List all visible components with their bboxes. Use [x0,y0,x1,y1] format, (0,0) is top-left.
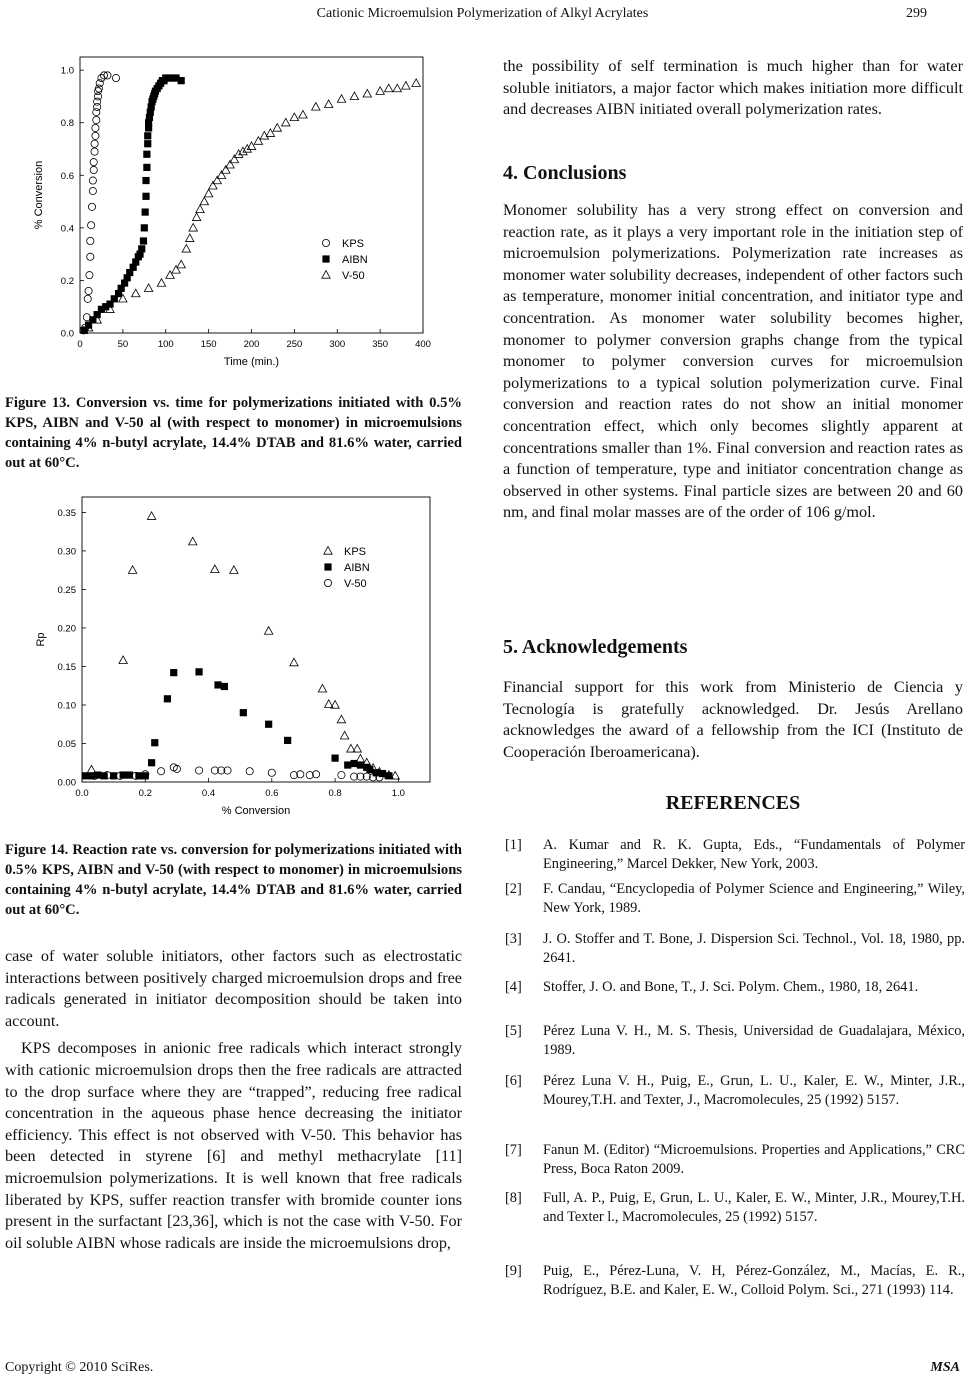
data-point-v-50 [312,103,320,111]
data-point-v-50 [157,768,164,775]
x-tick-label: 200 [243,339,260,350]
reference-item [505,836,965,873]
figure-13-caption: Figure 13. Conversion vs. time for polymerizations initiated with 0.5% KPS, AIBN and V-50 al (with respect to monomer) in microemulsions containing 4% n-butyl acrylate, 14.4% DTAB and 81.6% water, carried out at 60°C. [5,395,462,471]
y-axis-label: Rp [35,632,47,647]
legend-label: V-50 [344,578,367,590]
data-point-v-50 [189,223,197,231]
data-point-kps [112,74,119,81]
reference-number: [3] [505,931,522,947]
x-tick-label: 300 [329,339,346,350]
left-column-text [5,946,462,1254]
data-point-v-50 [282,118,290,126]
y-tick-label: 0.05 [57,738,76,750]
reference-item [505,1022,965,1059]
data-point-v-50 [239,147,247,155]
data-point-kps [340,731,348,739]
data-point-aibn [143,164,150,171]
data-point-v-50 [246,768,253,775]
data-point-aibn [148,759,155,766]
legend-label: V-50 [342,270,365,282]
data-point-kps [92,132,99,139]
y-tick-label: 1.0 [60,65,74,77]
data-point-aibn [284,737,291,744]
data-point-kps [85,287,92,294]
data-point-kps [89,187,96,194]
x-axis-label: Time (min.) [223,356,280,368]
data-point-aibn [344,761,351,768]
data-point-kps [88,222,95,229]
data-point-kps [91,140,98,147]
data-point-kps [89,177,96,184]
data-point-kps [87,253,94,260]
y-tick-label: 0.30 [57,546,76,558]
data-point-v-50 [226,160,234,168]
x-tick-label: 350 [372,339,389,350]
x-tick-label: 0.4 [201,788,216,799]
data-point-v-50 [192,213,200,221]
paragraph: case of water soluble initiators, other factors such as electrostatic interactions between positively charged microemulsion drops and free radicals generated in initiator decomposition should be taken into account. [5,947,462,1030]
x-tick-label: 0.2 [138,788,152,799]
reference-text: Puig, E., Pérez-Luna, V. H, Pérez-González, M., Macías, E. R., Rodríguez, B.E. and Kaler, E. W., Colloid Polym. Sci., 271 (1993) 114. [543,1263,965,1298]
data-point-v-50 [157,279,165,287]
data-point-aibn [144,132,151,139]
figure-13-chart [30,55,440,380]
data-point-aibn [151,739,158,746]
data-point-aibn [350,760,357,767]
legend-label: AIBN [344,562,370,574]
reference-item [505,1141,965,1178]
data-point-v-50 [363,89,371,97]
data-point-kps [90,159,97,166]
data-point-kps [87,237,94,244]
data-point-aibn [178,77,185,84]
data-point-aibn [221,683,228,690]
data-point-kps [92,124,99,131]
data-point-aibn [144,140,151,147]
data-point-v-50 [230,155,238,163]
data-point-kps [230,566,238,574]
y-tick-label: 0.10 [57,700,76,712]
data-point-v-50 [204,189,212,197]
y-tick-label: 0.20 [57,623,76,635]
y-tick-label: 0.35 [57,507,76,519]
data-point-kps [337,715,345,723]
data-point-v-50 [299,110,307,118]
data-point-v-50 [385,84,393,92]
reference-item [505,1262,965,1299]
data-point-aibn [170,669,177,676]
y-tick-label: 0.2 [60,275,74,287]
data-point-aibn [88,772,95,779]
references-heading: REFERENCES [665,792,801,814]
data-point-v-50 [234,150,242,158]
data-point-v-50 [290,113,298,121]
data-point-v-50 [209,181,217,189]
running-title: Cationic Microemulsion Polymerization of Alkyl Acrylates [316,6,649,21]
data-point-aibn [214,681,221,688]
y-tick-label: 0.6 [60,170,74,182]
legend-marker [322,255,329,262]
reference-number: [4] [505,979,522,995]
legend-label: AIBN [342,254,368,266]
reference-text: Stoffer, J. O. and Bone, T., J. Sci. Polym. Chem., 1980, 18, 2641. [543,979,919,995]
data-point-kps [128,566,136,574]
reference-item [505,930,965,967]
data-point-kps [93,116,100,123]
data-point-v-50 [393,84,401,92]
reference-number: [1] [505,837,522,853]
footer-copyright: Copyright © 2010 SciRes. [5,1360,154,1375]
data-point-kps [86,272,93,279]
data-point-aibn [265,721,272,728]
page-number: 299 [906,6,927,21]
data-point-v-50 [350,92,358,100]
data-point-kps [119,656,127,664]
data-point-aibn [143,151,150,158]
data-point-v-50 [177,260,185,268]
data-point-v-50 [166,271,174,279]
data-point-v-50 [337,95,345,103]
data-point-v-50 [254,137,262,145]
data-point-v-50 [144,284,152,292]
data-point-v-50 [217,171,225,179]
data-point-aibn [140,237,147,244]
section-heading: 5. Acknowledgements [503,636,688,658]
data-point-v-50 [338,771,345,778]
y-tick-label: 0.0 [60,328,74,340]
paragraph: KPS decomposes in anionic free radicals which interact strongly with cationic microemulsion drops then the free radicals are attracted to the drop surface where they are “trapped”, reducing free radical concentration in the aqueous phase hence decreasing the initiator efficiency. This effect is not observed with V-50. This behavior has been detected in styrene [6] and methyl methacrylate [11] microemulsion polymerizations. It is well known that free radicals liberated by KPS, suffer reaction transfer with bromide counter ions present in the surfactant [23,36], which is not the case with V-50. For oil soluble AIBN whose radicals are inside the microemulsions drop, [5,1039,462,1252]
page-header [0,6,965,28]
data-point-aibn [142,177,149,184]
data-point-aibn [195,668,202,675]
data-point-v-50 [376,87,384,95]
figure-14-caption: Figure 14. Reaction rate vs. conversion for polymerizations initiated with 0.5% KPS, AIBN and V-50 (with respect to monomer) in microemulsions containing 4% n-butyl acrylate, 14.4% DTAB and 81.6% water, carried out at 60°C. [5,842,462,918]
data-point-v-50 [182,244,190,252]
y-tick-label: 0.4 [60,223,74,235]
x-tick-label: 1.0 [391,788,405,799]
data-point-v-50 [222,166,230,174]
legend-label: KPS [342,238,365,250]
reference-text: Full, A. P., Puig, E, Grun, L. U., Kaler, E. W., Minter, J.R., Mourey,T.H. and Texter l., Macromolecules, 25 (1992) 5157. [543,1190,965,1225]
data-point-v-50 [243,145,251,153]
reference-number: [2] [505,881,522,897]
paragraph: Financial support for this work from Ministerio de Ciencia y Tecnología is gratefully acknowledged. Dr. Jesús Arellano acknowledges the award of a fellowship from the ICI (Instituto de Cooperación Iberoamericana). [503,678,963,761]
data-point-aibn [164,695,171,702]
data-point-aibn [385,772,392,779]
reference-number: [9] [505,1263,522,1279]
reference-text: Pérez Luna V. H., M. S. Thesis, Universidad de Guadalajara, México, 1989. [543,1023,965,1058]
data-point-v-50 [172,266,180,274]
reference-number: [7] [505,1142,522,1158]
reference-number: [8] [505,1190,522,1206]
x-axis-label: % Conversion [221,805,291,817]
data-point-v-50 [402,82,410,90]
data-point-v-50 [273,124,281,132]
reference-item [505,978,965,997]
data-point-aibn [142,208,149,215]
data-point-aibn [82,772,89,779]
data-point-aibn [357,761,364,768]
data-point-kps [88,203,95,210]
x-tick-label: 250 [286,339,303,350]
reference-item [505,880,965,917]
y-axis-label: % Conversion [33,160,45,230]
data-point-kps [318,684,326,692]
x-tick-label: 400 [415,339,431,350]
data-point-aibn [240,709,247,716]
data-point-v-50 [324,100,332,108]
reference-text: Pérez Luna V. H., Puig, E., Grun, L. U., Kaler, E. W., Minter, J.R., Mourey,T.H. and Texter, J., Macromolecules, 25 (1992) 5157. [543,1073,965,1108]
footer-journal: MSA [930,1360,960,1375]
data-point-v-50 [260,131,268,139]
data-point-v-50 [186,234,194,242]
section-heading: 4. Conclusions [503,162,627,184]
x-tick-label: 100 [157,339,174,350]
x-tick-label: 0.0 [75,788,89,799]
data-point-v-50 [195,767,202,774]
data-point-kps [147,512,155,520]
reference-text: A. Kumar and R. K. Gupta, Eds., “Fundamentals of Polymer Engineering,” Marcel Dekker, New York, 2003. [543,837,965,872]
data-point-aibn [366,766,373,773]
data-point-v-50 [200,197,208,205]
data-point-aibn [142,772,149,779]
x-tick-label: 50 [117,339,129,350]
data-point-aibn [141,224,148,231]
data-point-kps [264,627,272,635]
reference-item [505,1072,965,1109]
legend-marker [324,563,331,570]
y-tick-label: 0.25 [57,584,76,596]
data-point-v-50 [268,769,275,776]
data-point-kps [91,148,98,155]
data-point-kps [90,166,97,173]
data-point-v-50 [213,176,221,184]
data-point-v-50 [196,205,204,213]
x-tick-label: 0 [77,339,83,350]
x-tick-label: 150 [200,339,217,350]
data-point-kps [211,565,219,573]
x-tick-label: 0.8 [328,788,342,799]
data-point-kps [189,537,197,545]
data-point-aibn [331,755,338,762]
plot-frame [80,57,423,333]
data-point-kps [290,658,298,666]
reference-text: F. Candau, “Encyclopedia of Polymer Science and Engineering,” Wiley, New York, 1989. [543,881,965,916]
paragraph: the possibility of self termination is much higher than for water soluble initiators, a major factor which makes initiation more difficult and decreases AIBN initiated overall polymerization rates. [503,57,963,119]
y-tick-label: 0.15 [57,661,76,673]
data-point-aibn [142,193,149,200]
reference-text: J. O. Stoffer and T. Bone, J. Dispersion Sci. Technol., Vol. 18, 1980, pp. 2641. [543,931,965,966]
data-point-aibn [138,245,145,252]
paragraph: Monomer solubility has a very strong effect on conversion and reaction rate, as it plays a very important role in the initiation step of microemulsion polymerizations. Polymerization rate increases as monomer water solubility decreases, independent of other factors such as temperature, monomer initial concentration, and initiator type and concentration. As monomer water solubility becomes higher, monomer to polymer conversion graphs change from the typical monomer to polymer conversion curves for microemulsion polymerizations to a typical solution polymerization curve. Final conversion and reaction rates do not show an initial monomer concentration effect, which only becomes slightly apparent at concentrations smaller than 1%. Final conversion and reaction rates as a function of temperature, type and initiator concentration change as observed in other systems. Final particle sizes are between 20 and 60 nm, and final molar masses are of the order of 106 g/mol. [503,201,963,522]
y-tick-label: 0.8 [60,118,74,130]
data-point-v-50 [412,79,420,87]
data-point-v-50 [132,289,140,297]
data-point-kps [84,295,91,302]
y-tick-label: 0.00 [57,777,76,789]
reference-item [505,1189,965,1226]
reference-number: [5] [505,1023,522,1039]
reference-number: [6] [505,1073,522,1089]
legend-label: KPS [344,546,367,558]
reference-text: Fanun M. (Editor) “Microemulsions. Properties and Applications,” CRC Press, Boca Raton 2009. [543,1142,965,1177]
x-tick-label: 0.6 [265,788,279,799]
figure-14-chart [30,495,440,830]
